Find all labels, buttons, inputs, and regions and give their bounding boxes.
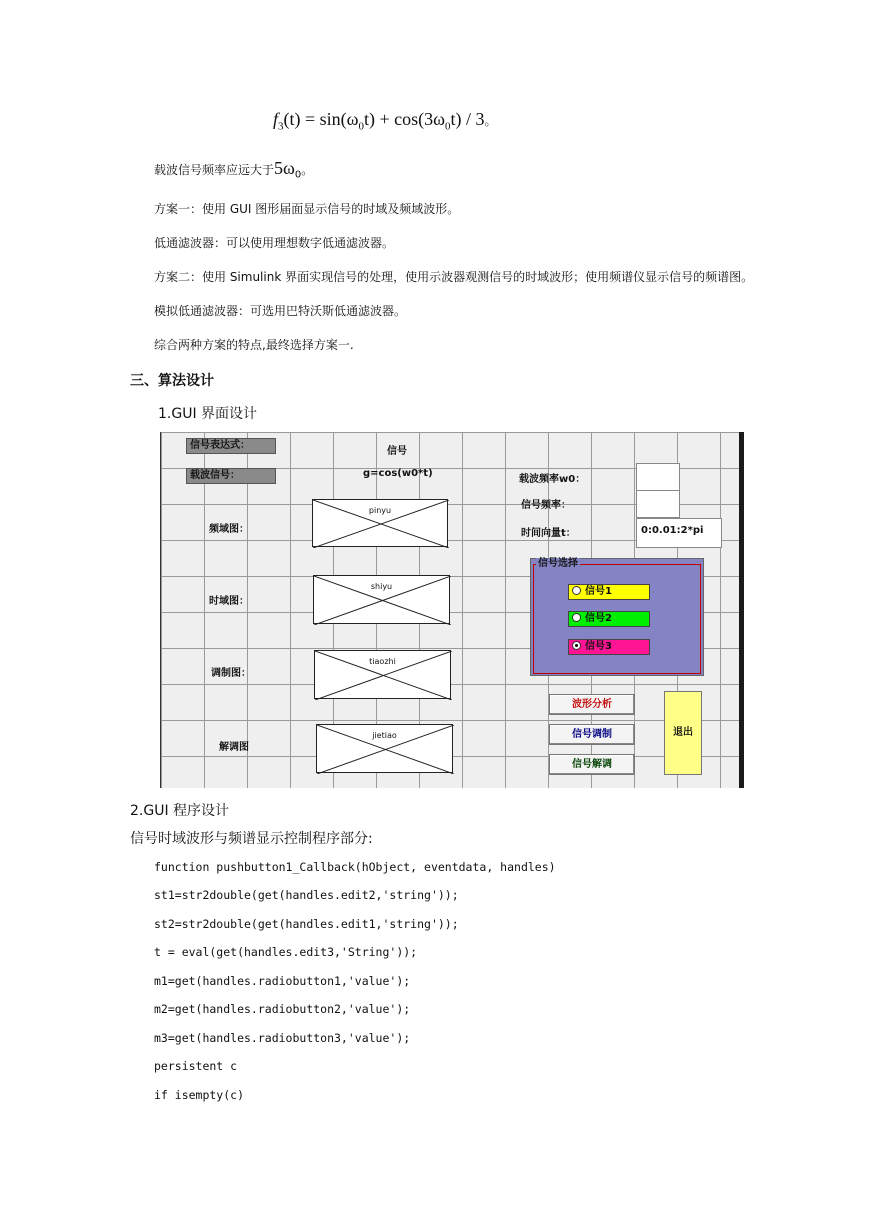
axes-tag: tiaozhi: [369, 657, 396, 666]
code-line: function pushbutton1_Callback(hObject, eventdata, handles): [154, 860, 556, 874]
label-demodulation-plot: 解调图: [219, 742, 249, 753]
axes-demodulation: [316, 724, 453, 773]
formula-f3: $f_3(t) = \sin(\omega_0t) + \cos(3\omega_0t) / 3$。: [273, 109, 497, 133]
label-signal-expression: 信号表达式：: [186, 438, 276, 454]
code-line: persistent c: [154, 1059, 238, 1073]
paragraph-plan-2: 方案二：使用 Simulink 界面实现信号的处理，使用示波器观测信号的时域波形；使用频谱仪显示信号的频谱图。: [154, 270, 754, 284]
radio-signal-2[interactable]: [568, 611, 650, 627]
sub-heading-gui-design: 1.GUI 界面设计: [158, 406, 258, 422]
radio-dot-icon: [572, 586, 581, 595]
radio-label: 信号2: [585, 613, 612, 624]
axes-frequency: [312, 499, 448, 547]
label-modulation-plot: 调制图：: [211, 668, 251, 679]
time-vector-input[interactable]: 0:0.01:2*pi: [636, 518, 722, 548]
signal-frequency-input[interactable]: [636, 490, 680, 518]
gui-figure: [160, 432, 744, 788]
signal-selection-panel: [530, 558, 704, 676]
label-time-plot: 时域图：: [209, 596, 249, 607]
radio-dot-selected-icon: [572, 641, 581, 650]
label-carrier-frequency: 载波频率w0：: [519, 474, 586, 485]
code-line: m1=get(handles.radiobutton1,'value');: [154, 974, 411, 988]
panel-title: 信号选择: [538, 558, 578, 569]
sub-heading-program-design: 2.GUI 程序设计: [130, 803, 230, 819]
waveform-analysis-button[interactable]: 波形分析: [549, 694, 635, 715]
paragraph-lowpass-digital: 低通滤波器：可以使用理想数字低通滤波器。: [154, 236, 395, 250]
code-intro: 信号时域波形与频谱显示控制程序部分:: [130, 831, 373, 847]
radio-signal-3[interactable]: [568, 639, 650, 655]
code-line: st2=str2double(get(handles.edit1,'string'));: [154, 917, 459, 931]
signal-modulation-button[interactable]: 信号调制: [549, 724, 635, 745]
label-signal-frequency: 信号频率：: [521, 500, 571, 511]
code-line: m3=get(handles.radiobutton3,'value');: [154, 1031, 411, 1045]
exit-button[interactable]: 退出: [664, 691, 702, 775]
radio-dot-icon: [572, 613, 581, 622]
axes-modulation: [314, 650, 451, 699]
figure-right-border: [739, 432, 744, 788]
code-line: m2=get(handles.radiobutton2,'value');: [154, 1002, 411, 1016]
paragraph-conclusion: 综合两种方案的特点,最终选择方案一.: [154, 338, 354, 352]
code-line: t = eval(get(handles.edit3,'String'));: [154, 945, 418, 959]
radio-label: 信号3: [585, 641, 612, 652]
code-line: if isempty(c): [154, 1088, 245, 1102]
carrier-note: 载波信号频率应远大于$5\omega_0$。: [154, 158, 314, 181]
axes-time: [313, 575, 450, 624]
carrier-frequency-input[interactable]: [636, 463, 680, 491]
axes-tag: shiyu: [370, 582, 393, 591]
paragraph-lowpass-analog: 模拟低通滤波器：可选用巴特沃斯低通滤波器。: [154, 304, 407, 318]
carrier-expression: g=cos(w0*t): [363, 468, 433, 479]
section-heading: 三、算法设计: [130, 373, 214, 389]
signal-demodulation-button[interactable]: 信号解调: [549, 754, 635, 775]
radio-signal-1[interactable]: [568, 584, 650, 600]
paragraph-plan-1: 方案一：使用 GUI 图形届面显示信号的时域及频域波形。: [154, 202, 460, 216]
radio-label: 信号1: [585, 586, 612, 597]
label-carrier-signal: 载波信号：: [186, 468, 276, 484]
axes-tag: pinyu: [368, 506, 392, 515]
axes-tag: jietiao: [372, 731, 397, 740]
label-signal: 信号: [387, 446, 407, 457]
code-line: st1=str2double(get(handles.edit2,'string'));: [154, 888, 459, 902]
label-time-vector: 时间向量t：: [521, 528, 576, 539]
label-frequency-plot: 频域图：: [209, 524, 249, 535]
